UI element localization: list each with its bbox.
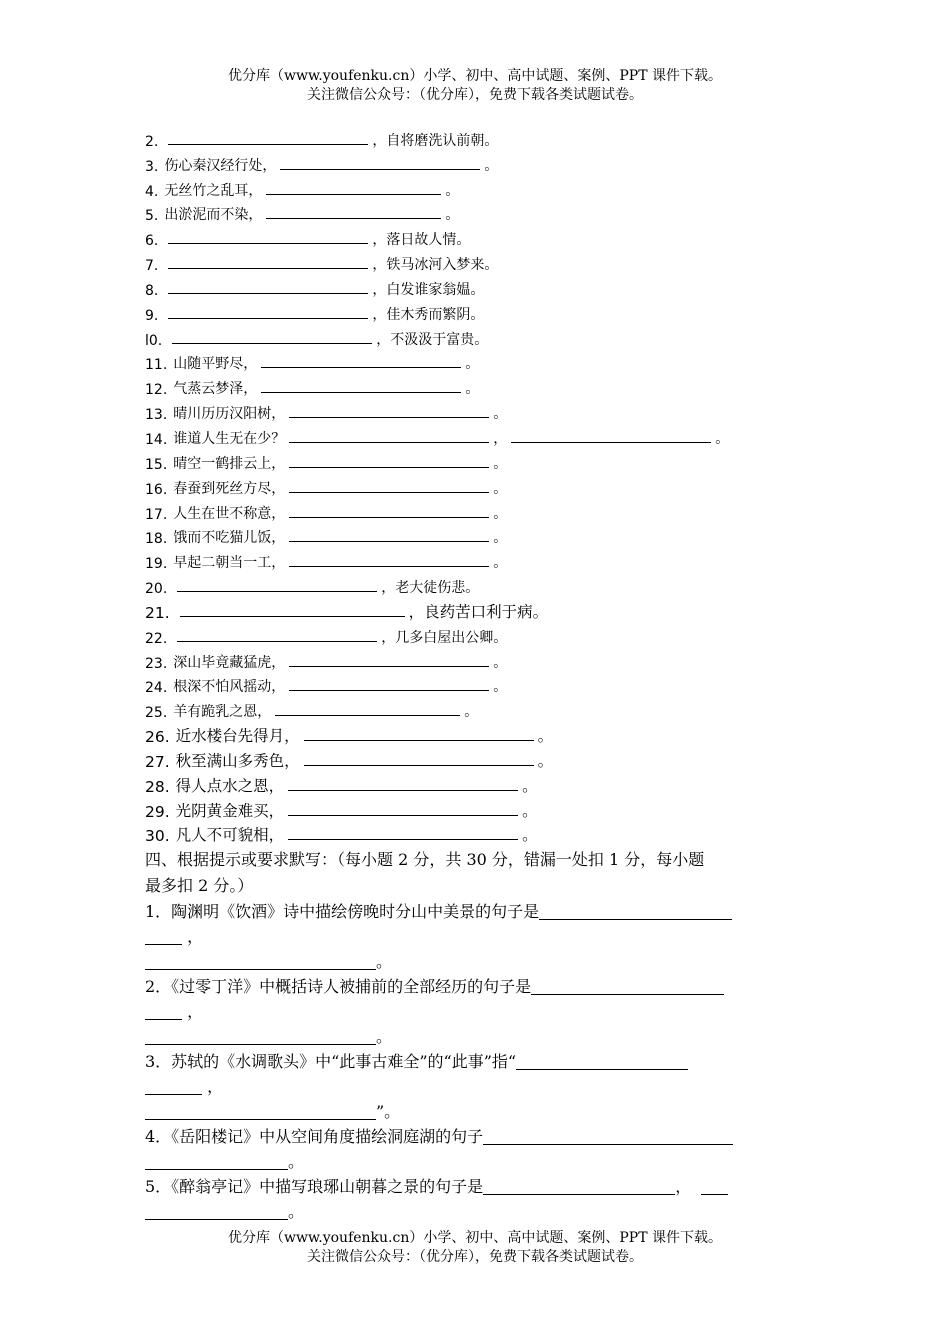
item-ending: 。 bbox=[522, 826, 538, 845]
answer-blank[interactable] bbox=[145, 1093, 202, 1095]
answer-blank[interactable] bbox=[168, 242, 368, 244]
answer-blank[interactable] bbox=[289, 491, 489, 493]
fill-item bbox=[145, 175, 810, 200]
question-2-text: 2．《过零丁洋》中概括诗人被捕前的全部经历的句子是 bbox=[145, 977, 532, 997]
fill-item bbox=[145, 746, 810, 771]
fill-in-list bbox=[145, 125, 810, 845]
question-2-separator: ， bbox=[187, 1002, 204, 1022]
question-4-text: 4．《岳阳楼记》中从空间角度描绘洞庭湖的句子 bbox=[145, 1127, 484, 1147]
item-prompt: 春蚕到死丝方尽， bbox=[173, 480, 286, 497]
fill-item bbox=[145, 498, 810, 523]
question-3 bbox=[145, 1049, 810, 1124]
item-prompt: 近水楼台先得月， bbox=[175, 727, 300, 746]
answer-blank[interactable] bbox=[531, 993, 724, 995]
item-number: 3. bbox=[145, 158, 159, 175]
fill-item bbox=[145, 200, 810, 225]
fill-item bbox=[145, 150, 810, 175]
item-prompt: 根深不怕风摇动， bbox=[173, 679, 286, 696]
answer-blank[interactable] bbox=[304, 764, 534, 766]
item-prompt: 饿而不吃猫儿饭， bbox=[173, 530, 286, 547]
item-ending: 。 bbox=[537, 727, 554, 746]
fill-item bbox=[145, 796, 810, 821]
item-prompt: 山随平野尽， bbox=[173, 356, 258, 373]
answer-blank[interactable] bbox=[145, 1168, 288, 1170]
fill-item bbox=[145, 696, 810, 721]
header-line-2: 关注微信公众号：（优分库），免费下载各类试题试卷。 bbox=[307, 87, 643, 103]
answer-blank[interactable] bbox=[288, 838, 518, 840]
item-ending: ，良药苦口利于病。 bbox=[408, 602, 549, 621]
item-number: 15. bbox=[145, 456, 168, 473]
question-2 bbox=[145, 974, 810, 1049]
footer-line-1: 优分库（www.youfenku.cn）小学、初中、高中试题、案例、PPT 课件下载。 bbox=[227, 1230, 722, 1246]
item-ending: 。 bbox=[715, 430, 730, 447]
answer-blank[interactable] bbox=[275, 714, 460, 716]
item-prompt: 得人点水之恩， bbox=[175, 776, 285, 795]
answer-blank[interactable] bbox=[180, 615, 405, 617]
fill-item bbox=[145, 125, 810, 150]
item-number: 7. bbox=[145, 258, 159, 275]
answer-blank[interactable] bbox=[289, 540, 489, 542]
item-ending: 。 bbox=[465, 381, 480, 398]
item-number: 2. bbox=[145, 133, 159, 150]
answer-blank[interactable] bbox=[289, 441, 489, 443]
answer-blank[interactable] bbox=[266, 217, 441, 219]
answer-blank[interactable] bbox=[289, 516, 489, 518]
item-number: 13. bbox=[145, 407, 168, 424]
item-ending: 。 bbox=[445, 182, 460, 199]
item-number: 14. bbox=[145, 431, 168, 448]
item-number: 6. bbox=[145, 233, 159, 250]
answer-blank[interactable] bbox=[289, 416, 489, 418]
item-number: 21. bbox=[145, 603, 170, 622]
answer-blank[interactable] bbox=[168, 267, 368, 269]
question-1-end: 。 bbox=[376, 952, 393, 972]
fill-item bbox=[145, 224, 810, 249]
item-prompt: 晴空一鹤排云上， bbox=[173, 455, 286, 472]
question-1 bbox=[145, 899, 810, 974]
fill-item bbox=[145, 523, 810, 548]
item-prompt: 光阴黄金难买， bbox=[175, 801, 285, 820]
fill-item bbox=[145, 373, 810, 398]
item-number: 28. bbox=[145, 777, 170, 796]
item-prompt: 晴川历历汉阳树， bbox=[173, 406, 286, 423]
fill-item bbox=[145, 423, 810, 448]
item-prompt: 深山毕竟藏猛虎， bbox=[173, 654, 286, 671]
item-ending: 。 bbox=[493, 679, 508, 696]
item-number: 30. bbox=[145, 827, 170, 846]
item-ending: ，落日故人情。 bbox=[372, 232, 471, 249]
item-prompt: 羊有跪乳之恩， bbox=[173, 704, 272, 721]
item-ending: 。 bbox=[493, 530, 508, 547]
answer-blank[interactable] bbox=[177, 640, 377, 642]
answer-blank[interactable] bbox=[145, 943, 182, 945]
answer-blank[interactable] bbox=[511, 441, 711, 443]
answer-blank[interactable] bbox=[483, 1193, 675, 1195]
question-5-separator: ， bbox=[675, 1177, 692, 1197]
answer-blank[interactable] bbox=[145, 1043, 376, 1045]
item-prompt: 气蒸云梦泽， bbox=[173, 381, 258, 398]
fill-item bbox=[145, 721, 810, 746]
answer-blank[interactable] bbox=[289, 466, 489, 468]
answer-blank[interactable] bbox=[261, 391, 461, 393]
answer-blank[interactable] bbox=[261, 366, 461, 368]
item-ending: 。 bbox=[522, 801, 538, 820]
item-prompt: 无丝竹之乱耳， bbox=[164, 182, 263, 199]
item-number: 26. bbox=[145, 728, 170, 747]
item-number: 19. bbox=[145, 556, 168, 573]
item-prompt: 伤心秦汉经行处， bbox=[164, 157, 277, 174]
item-number: 24. bbox=[145, 680, 168, 697]
item-ending: ，几多白屋出公卿。 bbox=[381, 629, 508, 646]
fill-item bbox=[145, 597, 810, 622]
item-number: 25. bbox=[145, 705, 168, 722]
answer-blank[interactable] bbox=[266, 193, 441, 195]
fill-item bbox=[145, 647, 810, 672]
item-prompt: 秋至满山多秀色， bbox=[175, 751, 300, 770]
answer-blank[interactable] bbox=[288, 789, 518, 791]
question-1-separator: ， bbox=[187, 927, 204, 947]
item-ending: ，铁马冰河入梦来。 bbox=[372, 257, 499, 274]
item-ending: 。 bbox=[493, 654, 508, 671]
question-3-separator: ， bbox=[207, 1077, 224, 1097]
fill-item bbox=[145, 821, 810, 846]
item-ending: 。 bbox=[493, 406, 508, 423]
item-number: 12. bbox=[145, 382, 168, 399]
fill-item bbox=[145, 672, 810, 697]
question-5-end: 。 bbox=[288, 1202, 305, 1222]
item-ending: 。 bbox=[493, 505, 508, 522]
item-number: 23. bbox=[145, 655, 168, 672]
item-number: 9. bbox=[145, 307, 159, 324]
answer-blank[interactable] bbox=[516, 1068, 688, 1070]
answer-blank[interactable] bbox=[539, 918, 732, 920]
answer-blank[interactable] bbox=[145, 1218, 288, 1220]
item-number: 11. bbox=[145, 357, 168, 374]
answer-blank[interactable] bbox=[289, 689, 489, 691]
item-number: 16. bbox=[145, 481, 168, 498]
answer-blank[interactable] bbox=[483, 1143, 733, 1145]
page-footer bbox=[0, 1229, 950, 1267]
answer-blank[interactable] bbox=[289, 565, 489, 567]
question-3-text: 3．苏轼的《水调歌头》中“此事古难全”的“此事”指“ bbox=[145, 1052, 517, 1072]
section-4-title bbox=[145, 847, 810, 899]
worksheet-content bbox=[145, 125, 810, 1224]
item-ending: ，白发谁家翁媪。 bbox=[372, 281, 485, 298]
item-number: 8. bbox=[145, 282, 159, 299]
item-number: 29. bbox=[145, 802, 170, 821]
item-number: 5. bbox=[145, 208, 159, 225]
fill-item bbox=[145, 771, 810, 796]
item-ending: 。 bbox=[465, 356, 480, 373]
item-ending: 。 bbox=[537, 751, 554, 770]
item-number: 4. bbox=[145, 183, 159, 200]
item-number: 18. bbox=[145, 531, 168, 548]
answer-blank[interactable] bbox=[168, 292, 368, 294]
item-ending: 。 bbox=[445, 207, 460, 224]
question-4 bbox=[145, 1124, 810, 1174]
answer-blank[interactable] bbox=[288, 814, 518, 816]
answer-blank[interactable] bbox=[145, 1018, 182, 1020]
question-3-end: ”。 bbox=[376, 1102, 401, 1122]
answer-blank[interactable] bbox=[145, 968, 376, 970]
item-ending: ，不汲汲于富贵。 bbox=[376, 331, 489, 348]
section-4-title-line-1: 四、根据提示或要求默写：（每小题 2 分，共 30 分，错漏一处扣 1 分，每小题 bbox=[145, 850, 705, 870]
answer-blank[interactable] bbox=[289, 665, 489, 667]
fill-item bbox=[145, 324, 810, 349]
item-number: 20. bbox=[145, 581, 168, 598]
answer-blank[interactable] bbox=[172, 342, 372, 344]
item-prompt: 出淤泥而不染， bbox=[164, 207, 263, 224]
item-prompt: 早起二朝当一工， bbox=[173, 555, 286, 572]
item-ending: 。 bbox=[493, 455, 508, 472]
answer-blank[interactable] bbox=[177, 590, 377, 592]
fill-item bbox=[145, 473, 810, 498]
item-number: l0. bbox=[145, 332, 163, 349]
item-prompt: 凡人不可貌相， bbox=[175, 826, 285, 845]
item-number: 22. bbox=[145, 630, 168, 647]
question-2-end: 。 bbox=[376, 1027, 393, 1047]
page-header bbox=[0, 67, 950, 105]
question-5 bbox=[145, 1174, 810, 1224]
fill-item bbox=[145, 274, 810, 299]
question-5-text: 5．《醉翁亭记》中描写琅琊山朝暮之景的句子是 bbox=[145, 1177, 484, 1197]
header-line-1: 优分库（www.youfenku.cn）小学、初中、高中试题、案例、PPT 课件下载。 bbox=[227, 68, 722, 84]
item-ending: 。 bbox=[484, 157, 499, 174]
item-ending: ，佳木秀而繁阴。 bbox=[372, 306, 485, 323]
answer-blank[interactable] bbox=[280, 168, 480, 170]
question-4-end: 。 bbox=[288, 1152, 305, 1172]
item-ending: 。 bbox=[464, 704, 479, 721]
item-prompt: 人生在世不称意， bbox=[173, 505, 286, 522]
item-ending: 。 bbox=[493, 555, 508, 572]
question-1-text: 1．陶渊明《饮酒》诗中描绘傍晚时分山中美景的句子是 bbox=[145, 902, 540, 922]
item-number: 17. bbox=[145, 506, 168, 523]
item-separator: ， bbox=[493, 430, 508, 447]
answer-blank[interactable] bbox=[701, 1193, 728, 1195]
item-prompt: 谁道人生无在少？ bbox=[173, 430, 286, 447]
answer-blank[interactable] bbox=[304, 739, 534, 741]
fill-item bbox=[145, 547, 810, 572]
fill-item bbox=[145, 398, 810, 423]
item-ending: 。 bbox=[493, 480, 508, 497]
item-ending: 。 bbox=[522, 776, 538, 795]
answer-blank[interactable] bbox=[168, 143, 368, 145]
section-4-title-line-2: 最多扣 2 分。） bbox=[145, 876, 254, 896]
item-ending: ，老大徒伤悲。 bbox=[381, 580, 480, 597]
fill-item bbox=[145, 448, 810, 473]
fill-item bbox=[145, 572, 810, 597]
footer-line-2: 关注微信公众号：（优分库），免费下载各类试题试卷。 bbox=[307, 1249, 643, 1265]
fill-item bbox=[145, 249, 810, 274]
item-number: 27. bbox=[145, 752, 170, 771]
fill-item bbox=[145, 299, 810, 324]
fill-item bbox=[145, 622, 810, 647]
item-ending: ，自将磨洗认前朝。 bbox=[372, 132, 499, 149]
answer-blank[interactable] bbox=[168, 317, 368, 319]
fill-item bbox=[145, 349, 810, 374]
answer-blank[interactable] bbox=[145, 1118, 376, 1120]
